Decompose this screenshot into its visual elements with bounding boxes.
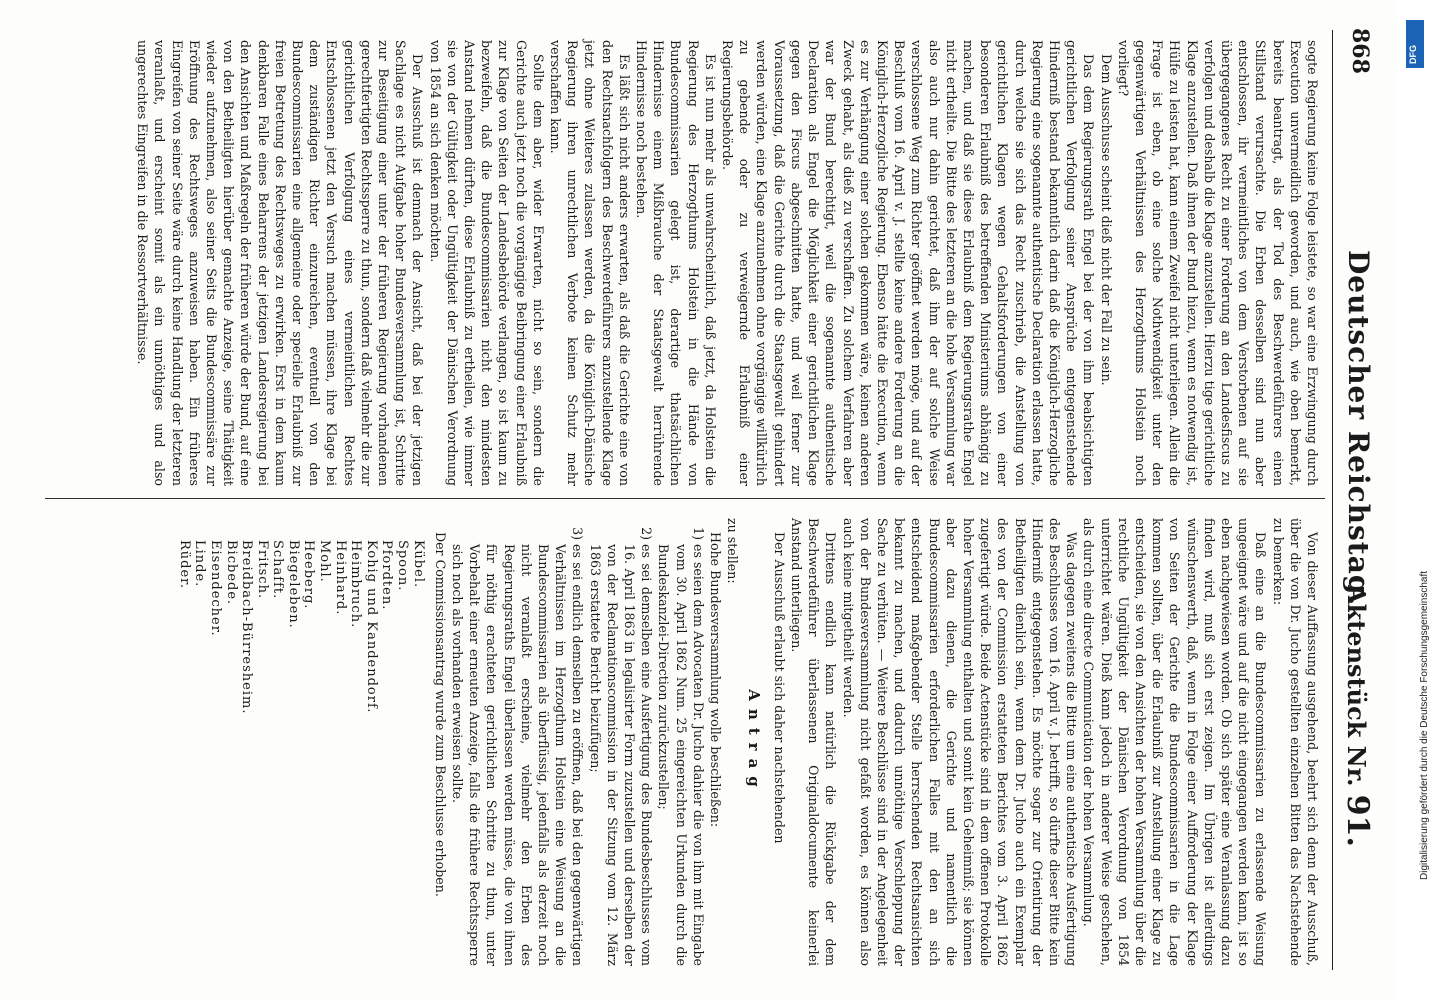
- signatory-name: Heinhard.: [332, 540, 348, 616]
- closing-line: Der Commissionsantrag wurde zum Beschlusse erhoben.: [432, 532, 448, 897]
- signatory-name: Breidbach-Bürresheim.: [239, 540, 255, 715]
- signatory-name: Heimbruch.: [348, 540, 364, 629]
- left-column: [134, 40, 1321, 486]
- list-item: [655, 518, 707, 966]
- signatory-name: Spoon.: [395, 540, 411, 592]
- signatory-name: Kübel.: [410, 540, 426, 589]
- paragraph: Es läßt sich nicht anders erwarten, als daß die Gerichte eine von den Rechtsnachfolgern des Beschwerdeführers anzustellende Klage jetzt ohne Weiteres zulassen werden, da die Königlich-Dänische Regierung ihren unrechtlichen Verbote keinen Schutz mehr verschaffen kann.: [548, 40, 632, 486]
- antrag-opening: Hohe Bundesversammlung wolle beschließen:: [708, 532, 724, 828]
- signatory-name: Biegeleben.: [285, 540, 301, 629]
- right-column: [176, 518, 1321, 966]
- right-running-title: [1340, 585, 1375, 847]
- paragraph: sogte Regierung keine Folge leistete, so war eine Erzwingung durch Execution unvermeidlich geworden, und auch, wie oben bemerkt, bereits beantragt, als der Tod des Beschwerdeführers einen Stillstand verursachte. Die Erben desselben sind nun aber entschlossen, ihr vermeintliches von dem Verstorbenen auf sie übergegangenes Recht zu einer Forderung an den Landesfiscus zu verfolgen und deshalb die Klage anzustellen. Hierzu tige gerichtliche Klage anzustellen. Daß ihnen der Bund hiezu, wenn es notwendig ist, Hülfe zu leisten hat, kann einem Zweifel nicht unterliegen. Allein die Frage ist eben, ob eine solche Nothwendigkeit unter den gegenwärtigen Verhältnissen des Herzogthums Holstein noch vorliegt?: [1115, 40, 1320, 486]
- page-number: 868: [1347, 28, 1373, 74]
- paragraph: Sollte dem aber, wider Erwarten, nicht so sein, sondern die Gerichte auch jetzt noch die vorgängige Beibringung einer Erlaubniß zur Klage von Seiten der Landesbehörde verlangen, so ist kaum zu bezweifeln, daß die Bundescommissarien nicht den mindesten Anstand nehmen dürften, diese Erlaubniß zu ertheilen, wie immer sie von der Gültigkeit oder Ungültigkeit der Dänischen Verordnung von 1854 an sich denken möchten.: [427, 40, 546, 486]
- signatory-name: Kohig und Kandendorf.: [363, 540, 379, 714]
- paragraph: Der Ausschuß ist demnach der Ansicht, daß bei der jetzigen Sachlage es nicht Aufgabe hoher Bundesversammlung ist, Schritte zur Beseitigung einer unter der früheren Regierung vorhandenen gerechtfertigten Rechtssperre zu thun, sondern daß vielmehr die zur gerichtlichen Verfolgung eines vermeintlichen Rechtes Entschlossenen jetzt den Versuch machen müssen, ihre Klage bei dem zuständigen Richter einzureichen, eventuell von den Bundescommissarien eine allgemeine oder specielle Erlaubniß zur freien Betretung des Rechtsweges zu erwirken. Erst in dem kaum denkbaren Falle eines Beharrens der jetzigen Landesregierung bei den Ansichten und Maßregeln der früheren würde der Bund, auf eine von den Betheiligten hierüber gemachte Anzeige, seine Thätigkeit wieder aufzunehmen, also seiner Seits die Bundescommissäre zur Eröffnung des Rechtsweges anzuweisen haben. Ein früheres Eingreifen von seiner Seite wäre durch keine Handlung der letzteren veranlaßt, und erscheint somit als ein unnöthiges und also ungerechtes Eingreifen in die Ressortverhältnisse.: [135, 40, 426, 486]
- item-text: es sei demselben eine Ausfertigung des Bundesbeschlusses vom 16. April 1863 in legalisirter Form zuzustellen und derselben der von der Reclamationscommission in der Sitzung vom 12. März 1863 erstattete Bericht beizufügen;: [587, 544, 655, 966]
- document-number: 91.: [1340, 794, 1375, 847]
- antrag-heading: Antrag: [745, 689, 764, 795]
- paragraph: Dem Ausschusse scheint dieß nicht der Fall zu sein.: [1098, 54, 1114, 386]
- signatory-name: Heeberg.: [301, 540, 317, 610]
- paragraph: Daß eine an die Bundescommissarien zu erlassende Weisung ungeeignet wäre und auf die nicht eingegangen werden kann, ist so eben nachgewiesen worden. Ob sich später eine Veranlassung dazu finden wird, muß sich erst zeigen. Im Übrigen ist allerdings wünschenswerth, daß, wenn in Folge einer Aufforderung der Klage von Seiten der Gerichte die Bundescommissarien in die Lage kommen sollten, über die Erlaubniß zur Anstellung einer Klage zu entscheiden, sie von den Ansichten der hohen Versammlung über die rechtliche Ungültigkeit der Dänischen Verordnung von 1854 unterrichtet wären. Dieß kann jedoch in anderer Weise geschehen, als durch eine directe Communication der hohen Versammlung.: [1081, 518, 1269, 966]
- antrag-lead: zu stellen:: [725, 518, 741, 584]
- dfg-logo: [1406, 20, 1424, 68]
- digitization-note-text: Digitalisierung gefördert durch die Deutsche Forschungsgemeinschaft: [1419, 570, 1430, 880]
- signatory-name: Bicbede.: [223, 540, 239, 606]
- dfg-logo-text: DFG: [1408, 45, 1418, 64]
- signatory-name: Eisendecher.: [207, 540, 223, 637]
- digitization-note: [1403, 120, 1430, 880]
- item-number: 3): [570, 527, 586, 540]
- paragraph: Es ist nun mehr als unwahrscheinlich, daß jetzt, da Holstein die Regierung des Herzogthums Holstein in die Hände von Bundescommissarien gelegt ist, derartige thatsächlichen Hindernisse einem Mißbrauche der Staatsgewalt herrührende Hindernisse noch bestehen.: [634, 40, 718, 486]
- header-rule: [1332, 30, 1333, 970]
- column-divider: [45, 498, 1325, 499]
- antrag-list: [449, 518, 707, 966]
- paragraph: Das dem Regierungsrath Engel bei der von ihm beabsichtigten gerichtlichen Verfolgung seiner Ansprüche entgegenstehende Hinderniß bestand bekanntlich darin daß die Königlich-Herzogliche Regierung eine sogenannte authentische Declaration erlassen hatte, durch welche sie sich das Recht zuschrieb, die Anstellung von gerichtlichen Klagen wegen Gehaltsforderungen von einer besonderen Erlaubniß des betreffenden Ministeriums abhängig zu machen, und daß sie diese Erlaubniß dem Regierungsrathe Engel nicht ertheilte. Die Bitte des letzteren an die hohe Versammlung war also auch nur dahin gerichtet, daß ihm der auf solche Weise verschlossene Weg zum Richter geöffnet werden möge, und auf der Beschluß vom 16. April v. J. stellte keine andere Forderung an die Königlich-Herzogliche Regierung. Ebenso hätte die Execution, wenn es zur Verhängung einer solchen gekommen wäre, keinen anderen Zweck gehabt, als dieß zu verschaffen. Zu solchem Verfahren aber war der Bund berechtigt, weil die sogenannte authentische Declaration als Engel die Möglichkeit einer gerichtlichen Klage gegen den Fiscus abgeschnitten hatte, und weil ferner zur Voraussetzung, daß die Gerichte durch die Staatsgewalt gehindert werden würden, eine Klage anzunehmen ohne vorgängige willkürlich zu gebende oder zu verweigernde Erlaubniß einer Regierungsbehörde.: [720, 40, 1097, 486]
- item-text: es sei endlich demselben zu eröffnen, daß bei den gegenwärtigen Verhältnissen im Herzogthum Holstein eine Weisung an die Bundescommissarien als überflüssig, jedenfalls als derzeit noch nicht veranlaßt erscheine, vielmehr den Erben des Regierungsraths Engel überlassen werden müsse, die von ihnen für nöthig erachteten gerichtlichen Schritte zu thun, unter Vorbehalt einer erneuten Anzeige, falls die frühere Rechtssperre sich noch als vorhanden erweisen sollte.: [450, 544, 586, 966]
- paragraph: Drittens endlich kann natürlich die Rückgabe der dem Beschwerdeführer überlassenen Originaldocumente keinerlei Anstand unterliegen.: [788, 518, 839, 966]
- item-number: 2): [639, 527, 655, 540]
- list-item: [586, 518, 655, 966]
- document-label: Aktenstück Nr.: [1342, 585, 1371, 787]
- signatory-name: Rüder.: [176, 540, 192, 590]
- signatory-name: Schafft.: [270, 540, 286, 600]
- list-item: [449, 518, 587, 966]
- signatory-name: Linde.: [192, 540, 208, 588]
- signatory-name: Mohl.: [317, 540, 333, 583]
- paragraph: Von dieser Auffassung ausgehend, beehrt sich denn der Ausschuß, über die von Dr. Jucho gestellten einzelnen Bitten das Nachstehende zu bemerken:: [1270, 518, 1320, 966]
- signatory-list: [176, 540, 426, 966]
- signatory-name: Pfordten.: [379, 540, 395, 611]
- paragraph: Was dagegen zweitens die Bitte um eine authentische Ausfertigung des Beschlusses vom 16. April v. J. betrifft, so dürfte dieser Bitte kein Hinderniß entgegenstehen. Es möchte sogar zur Orientirung der Betheiligten dienlich sein, wenn dem Dr. Jucho auch ein Exemplar des von der Commission erstatteten Berichtes vom 3. April 1862 zugefertigt würde. Beide Actenstücke sind in dem offenen Protokolle hoher Versammlung enthalten und somit kein Geheimniß; sie können aber dazu dienen, die Gerichte und namentlich die Bundescommissarien erforderlichen Falles mit den an sich entscheidend maßgebender Stelle herrschenden Rechtsansichten bekannt zu machen, und dadurch unnöthige Verschleppung der Sache zu verhüten. — Weitere Beschlüsse sind in der Angelegenheit von der Bundesversammlung nicht gefaßt worden, es können also auch keine mitgetheilt werden.: [840, 518, 1080, 966]
- signatory-name: Fritsch.: [254, 540, 270, 600]
- item-number: 1): [690, 527, 706, 540]
- item-text: es seien dem Advocaten Dr. Jucho dahier die von ihm mit Eingabe vom 30. April 1862 Num. 25 eingereichten Urkunden durch die Bundeskanzlei-Direction zurückzustellen;: [656, 544, 706, 966]
- paragraph: Der Ausschuß erlaubt sich daher nachstehenden: [771, 532, 787, 844]
- left-running-title: Deutscher Reichstag.: [1342, 250, 1375, 607]
